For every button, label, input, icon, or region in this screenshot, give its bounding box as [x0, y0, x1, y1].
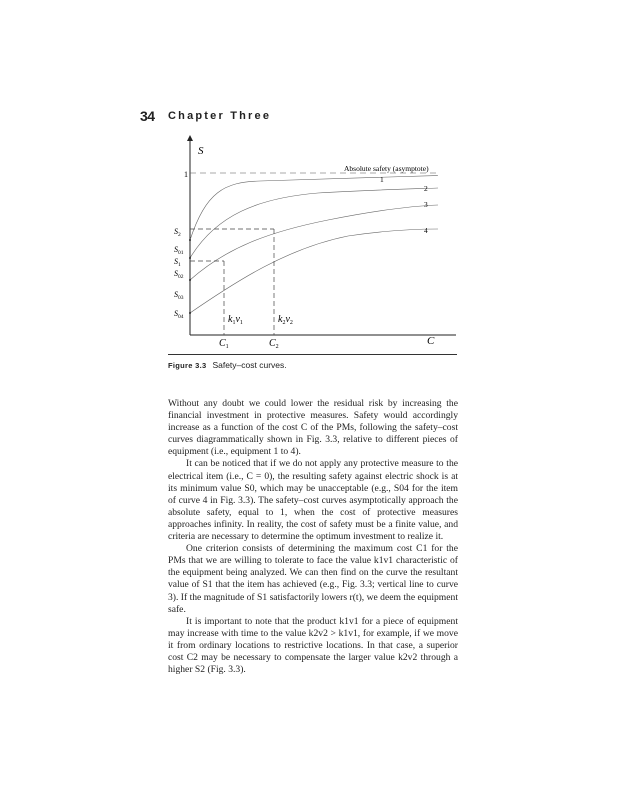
page-number: 34: [140, 108, 155, 124]
y-tick-1: 1: [184, 170, 188, 179]
curve-4: [190, 229, 438, 313]
paragraph-4: It is important to note that the product k1v1 for a piece of equipment may increase with time to the value k2v2 > k1v1, for example, if we move it from ordinary locations to restrictive locations. In that case, a superior cost C2 may be necessary to compensate the larger value k2v2 through a higher S2 (Fig. 3.3).: [168, 615, 458, 676]
chapter-title: Chapter Three: [168, 110, 272, 122]
y-label-s1: $S_1$: [174, 257, 181, 268]
curve-label-1: 1: [380, 175, 384, 184]
y-dot-s01: [189, 239, 191, 241]
y-dot-s03: [189, 279, 191, 281]
x-axis-label: C: [427, 335, 435, 347]
paragraph-1: Without any doubt we could lower the residual risk by increasing the financial investment in protective measures. Safety would accordingly increase as a function of the cost C of the PMs, following the safety–cost curves diagrammatically shown in Fig. 3.3, relative to different pieces of equipment (i.e., equipment 1 to 4).: [168, 398, 458, 458]
asymptote-label: Absolute safety (asymptote): [344, 164, 429, 173]
y-dot-s04: [189, 312, 191, 314]
curve-label-2: 2: [424, 184, 428, 193]
y-label-s02: $S_{02}$: [174, 269, 184, 280]
k1v1-label: $k_1v_1$: [228, 314, 243, 326]
safety-cost-figure: [168, 130, 458, 352]
body-text: [168, 398, 458, 676]
y-axis-label: S: [198, 145, 204, 157]
y-label-s04: $S_{04}$: [174, 309, 184, 320]
paragraph-3: One criterion consists of determining the maximum cost C1 for the PMs that we are willing to tolerate to face the value k1v1 characteristic of the equipment being analyzed. We can then find on the curve the resultant value of S1 that the item has achieved (e.g., Fig. 3.3; vertical line to curve 3). If the magnitude of S1 satisfactorily lowers r(t), we deem the equipment safe.: [168, 543, 458, 615]
curve-label-4: 4: [424, 226, 428, 235]
figure-caption: [168, 360, 287, 370]
figure-caption-text: Safety–cost curves.: [212, 360, 287, 370]
y-label-s2: $S_2$: [174, 227, 181, 238]
k2v2-label: $k_2v_2$: [278, 314, 293, 326]
y-label-s01: $S_{01}$: [174, 245, 184, 256]
curve-3: [190, 205, 438, 280]
y-dot-s02: [189, 257, 191, 259]
figure-rule: [168, 354, 457, 355]
paragraph-2: It can be noticed that if we do not apply any protective measure to the electrical item (i.e., C = 0), the resulting safety against electric shock is at its minimum value S0, which may be unacceptable (e.g., S04 for the item of curve 4 in Fig. 3.3). The safety–cost curves asymptotically approach the absolute safety, equal to 1, when the cost of protective measures approaches infinity. In reality, the cost of safety must be a finite value, and criteria are necessary to determine the optimum investment to realize it.: [168, 458, 458, 543]
curve-label-3: 3: [424, 200, 428, 209]
c2-label: $C_2$: [269, 338, 279, 350]
figure-label: Figure 3.3: [168, 361, 207, 370]
y-label-s03: $S_{03}$: [174, 290, 184, 301]
c1-label: $C_1$: [219, 338, 229, 350]
